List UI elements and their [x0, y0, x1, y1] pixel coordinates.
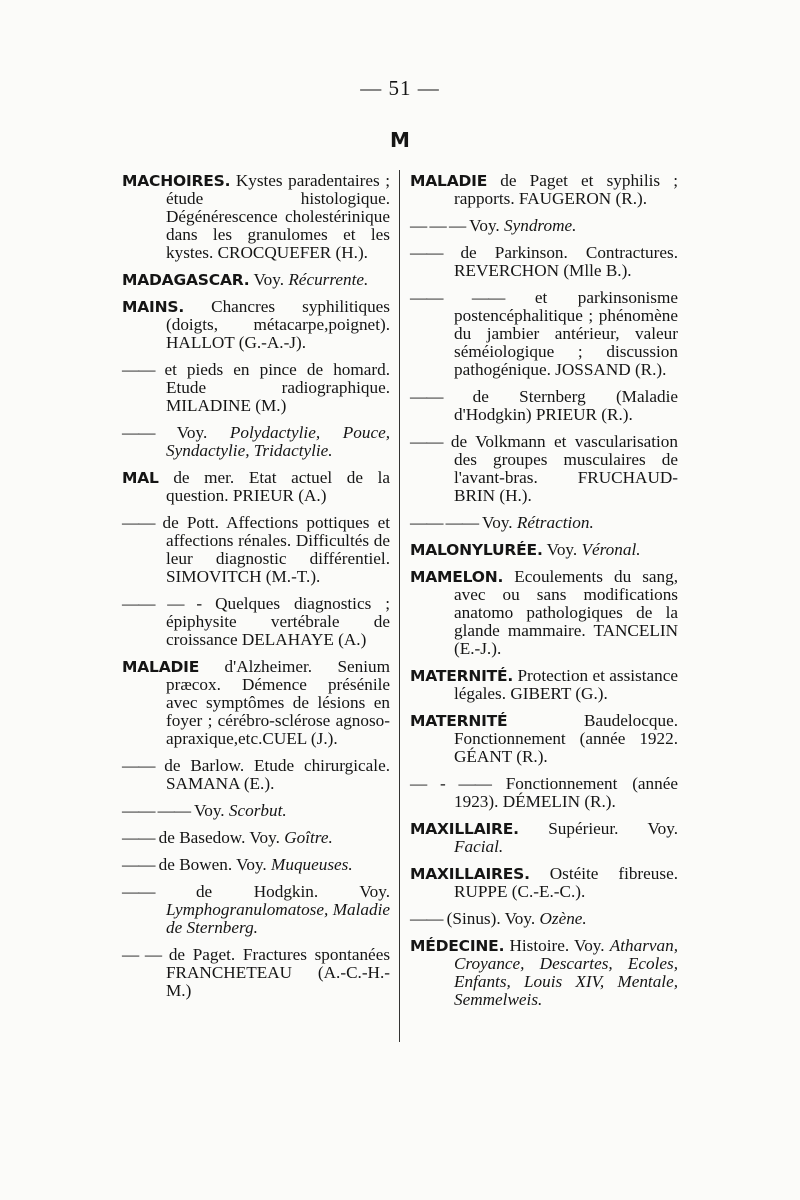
index-entry — [410, 775, 678, 811]
entry-text: de Sternberg (Maladie d'Hodgkin) PRIEUR (R.). — [454, 387, 678, 424]
index-entry — [410, 865, 678, 901]
index-entry — [410, 820, 678, 856]
entry-text: de Basedow. Voy. — [158, 828, 285, 847]
index-entry — [122, 424, 390, 460]
entry-crossref: Polydactylie, Pouce, Syndactylie, Tridactylie. — [166, 423, 390, 460]
entry-text: Voy. — [546, 540, 582, 559]
entry-crossref: Muqueuses. — [271, 855, 353, 874]
index-entry — [122, 757, 390, 793]
entry-text: de Paget et syphilis ; rapports. FAUGERON (R.). — [454, 171, 679, 208]
entry-text: de Hodgkin. Voy. — [195, 882, 390, 901]
index-entry — [122, 469, 390, 505]
ditto-dash: —— —— — [410, 513, 479, 532]
index-entry — [122, 595, 390, 649]
entry-text: Ostéite fibreuse. RUPPE (C.-E.-C.). — [454, 864, 678, 901]
entry-text: Supérieur. Voy. — [548, 819, 679, 838]
entry-text: de Volkmann et vascularisation des groupes musculaires de l'avant-bras. FRUCHAUD-BRIN (H.). — [450, 432, 678, 505]
entry-crossref: Ozène. — [539, 909, 587, 928]
ditto-dash: —— — [410, 432, 443, 451]
entry-headword: MADAGASCAR. — [122, 271, 250, 289]
right-column — [410, 172, 678, 1018]
index-entry — [410, 937, 678, 1009]
ditto-dash: — — — [122, 945, 162, 964]
index-entry — [410, 667, 678, 703]
index-entry — [410, 388, 678, 424]
index-entry — [122, 514, 390, 586]
entry-headword: MAMELON. — [410, 568, 504, 586]
ditto-dash: —— — - — [122, 594, 202, 613]
section-letter: M — [390, 128, 410, 152]
entry-text: Histoire. Voy. — [509, 936, 610, 955]
ditto-dash: — — — — [410, 216, 466, 235]
entry-headword: MALONYLURÉE. — [410, 541, 543, 559]
entry-text: Voy. — [253, 270, 289, 289]
entry-text: Ecoulements du sang, avec ou sans modifications anatomo pathologiques de la glande mammaire. TANCELIN (E.-J.). — [454, 567, 679, 658]
left-column — [122, 172, 390, 1009]
entry-text: et parkinsonisme postencéphalitique ; phénomène du jambier antérieur, valeur séméiologique ; discussion pathogénique. JOSSAND (R.). — [454, 288, 678, 379]
entry-crossref: Véronal. — [581, 540, 641, 559]
index-entry — [122, 946, 390, 1000]
ditto-dash: —— —— — [410, 288, 505, 307]
entry-crossref: Atharvan, Croyance, Descartes, Ecoles, Enfants, Louis XIV, Mentale, Semmelweis. — [454, 936, 679, 1009]
entry-text: de Parkinson. Contractures. REVERCHON (Mlle B.). — [454, 243, 678, 280]
index-entry — [122, 829, 390, 847]
index-entry — [122, 361, 390, 415]
entry-text: de Bowen. Voy. — [158, 855, 272, 874]
entry-text: de Barlow. Etude chirurgicale. SAMANA (E.). — [164, 756, 390, 793]
index-entry — [410, 541, 678, 559]
index-entry — [122, 298, 390, 352]
entry-headword: MAINS. — [122, 298, 185, 316]
entry-text: Protection et assistance légales. GIBERT (G.). — [454, 666, 678, 703]
ditto-dash: —— — [122, 513, 155, 532]
ditto-dash: —— — [122, 882, 155, 901]
entry-text: Kystes paradentaires ; étude histologique. Dégénérescence cholestérinique dans les granulomes et les kystes. CROCQUEFER (H.). — [166, 171, 390, 262]
index-entry — [122, 172, 390, 262]
ditto-dash: —— — [410, 243, 443, 262]
page-number: — 51 — — [360, 76, 440, 100]
entry-headword: MAL — [122, 469, 159, 487]
ditto-dash: —— — [122, 828, 155, 847]
entry-text: Voy. — [469, 216, 505, 235]
index-entry — [122, 271, 390, 289]
ditto-dash: —— — [122, 360, 155, 379]
entry-headword: MALADIE — [122, 658, 200, 676]
entry-crossref: Rétraction. — [516, 513, 594, 532]
entry-headword: MAXILLAIRES. — [410, 865, 530, 883]
entry-headword: MALADIE — [410, 172, 488, 190]
index-entry — [410, 910, 678, 928]
entry-text: Voy. — [194, 801, 229, 820]
entry-crossref: Lymphogranulomatose, Maladie de Sternberg. — [166, 900, 390, 937]
entry-text: Quelques diagnostics ; épiphysite vertébrale de croissance DELAHAYE (A.) — [166, 594, 390, 649]
index-entry — [410, 289, 678, 379]
ditto-dash: — - —— — [410, 774, 491, 793]
index-entry — [410, 712, 678, 766]
entry-text: et pieds en pince de homard. Etude radiographique. MILADINE (M.) — [164, 360, 390, 415]
entry-crossref: Syndrome. — [504, 216, 577, 235]
index-entry — [410, 433, 678, 505]
index-entry — [122, 658, 390, 748]
entry-crossref: Scorbut. — [228, 801, 287, 820]
entry-crossref: Récurrente. — [288, 270, 369, 289]
column-divider — [399, 170, 400, 1042]
entry-text: Voy. — [176, 423, 230, 442]
ditto-dash: —— — [410, 387, 443, 406]
entry-crossref: Facial. — [454, 837, 504, 856]
index-entry — [410, 172, 678, 208]
entry-text: Voy. — [482, 513, 517, 532]
ditto-dash: —— — [122, 756, 155, 775]
entry-text: Fonctionnement (année 1923). DÉMELIN (R.). — [454, 774, 679, 811]
entry-text: Chancres syphilitiques (doigts, métacarpe,poignet). HALLOT (G.-A.-J). — [166, 297, 390, 352]
entry-text: de Paget. Fractures spontanées FRANCHETEAU (A.-C.-H.-M.) — [166, 945, 391, 1000]
entry-headword: MACHOIRES. — [122, 172, 231, 190]
index-entry — [122, 856, 390, 874]
ditto-dash: —— —— — [122, 801, 191, 820]
entry-headword: MÉDECINE. — [410, 937, 505, 955]
entry-text: d'Alzheimer. Senium præcox. Démence présénile avec symptômes de lésions en foyer ; cérébro-sclérose agnoso-apraxique,etc.CUEL (J.). — [166, 657, 390, 748]
entry-text: de Pott. Affections pottiques et affections rénales. Difficultés de leur diagnostic différentiel. SIMOVITCH (M.-T.). — [162, 513, 390, 586]
index-entry — [410, 244, 678, 280]
entry-crossref: Goître. — [284, 828, 333, 847]
ditto-dash: —— — [122, 423, 155, 442]
index-entry — [410, 568, 678, 658]
index-entry — [122, 802, 390, 820]
index-entry — [410, 217, 678, 235]
ditto-dash: —— — [122, 855, 155, 874]
entry-headword: MATERNITÉ. — [410, 667, 514, 685]
index-entry — [122, 883, 390, 937]
entry-headword: MATERNITÉ — [410, 712, 508, 730]
entry-text: Baudelocque. Fonctionnement (année 1922. GÉANT (R.). — [454, 711, 678, 766]
index-entry — [410, 514, 678, 532]
entry-text: de mer. Etat actuel de la question. PRIEUR (A.) — [166, 468, 390, 505]
entry-text: (Sinus). Voy. — [446, 909, 540, 928]
entry-headword: MAXILLAIRE. — [410, 820, 519, 838]
ditto-dash: —— — [410, 909, 443, 928]
